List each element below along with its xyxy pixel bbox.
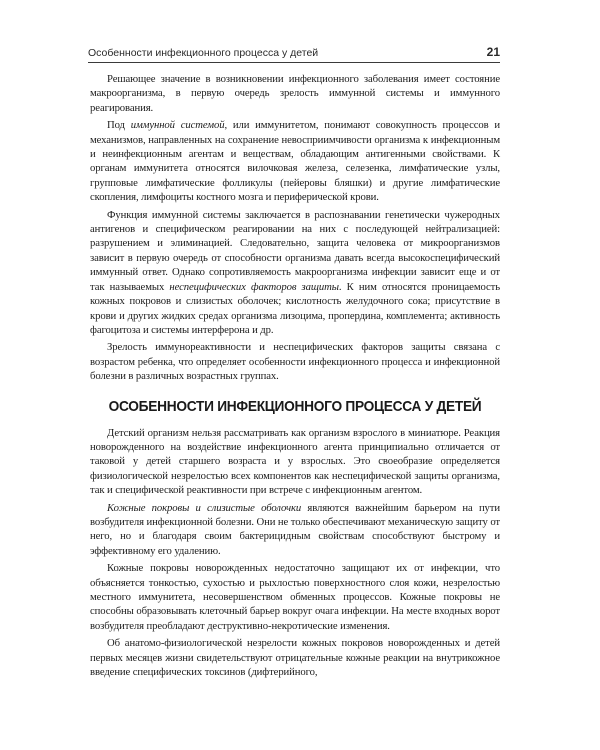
text-run: , или иммунитетом, понимают совокупность процессов и механизмов, направленных на сохранение невосприимчивости организма к инфекционным и неинфекционным агентам и веществам, обладающим антигенными свойствами. К органам иммунитета относятся вилочковая железа, селезенка, лимфатические узлы, групповые лимфатические фолликулы (пейеровы бляшки) и другие лимфатические скопления, лимфоциты костного мозга и периферической крови. (90, 119, 500, 204)
paragraph: Об анатомо-физиологической незрелости кожных покровов новорожденных и детей первых месяцев жизни свидетельствуют отрицательные кожные реакции на внутрикожное введение специфических токсинов (дифтерийного, (90, 637, 500, 679)
text-run: Под (107, 119, 131, 132)
running-header (88, 45, 500, 63)
paragraph: Решающее значение в возникновении инфекционного заболевания имеет состояние макроорганизма, в первую очередь зрелость иммунной системы и иммунного реагирования. (90, 73, 500, 114)
section-heading: ОСОБЕННОСТИ ИНФЕКЦИОННОГО ПРОЦЕССА У ДЕТЕЙ (108, 398, 482, 415)
emphasis-term: неспецифических факторов защиты (169, 280, 339, 293)
text-run: являются важнейшим барьером на пути возбудителя инфекционной болезни. Они не только обеспечивают механическую защиту от него, но и благодаря своим бактерицидным свойствам способствуют быстрому и эффективному его удалению. (90, 501, 500, 557)
paragraph: Зрелость иммунореактивности и неспецифических факторов защиты связана с возрастом ребенка, что определяет особенности инфекционного процесса и инфекционной болезни в различных возрастных группах. (90, 341, 500, 383)
page-number: 21 (486, 45, 500, 59)
text-run: . К ним относятся проницаемость кожных покровов и слизистых оболочек; кислотность желудочного сока; присутствие в крови и других жидких средах организма лизоцима, пропердина, комплемента; активность фагоцитоза и системы интерферона и др. (90, 280, 500, 336)
text-run: Функция иммунной системы заключается в распознавании генетически чужеродных антигенов и специфическом реагировании на них с последующей нейтрализацией: разрушением и элиминацией. Следовательно, защита человека от микроорганизмов зависит в первую очередь от способности организма давать всегда высокоспецифический иммунный ответ. Однако сопротивляемость макроорганизма инфекции зависит еще и от так называемых (90, 208, 500, 293)
emphasis-term: Кожные покровы и слизистые оболочки (107, 501, 302, 514)
running-title: Особенности инфекционного процесса у детей (88, 47, 319, 59)
paragraph (90, 118, 500, 204)
paragraph (90, 208, 500, 338)
paragraph (90, 501, 500, 559)
paragraph: Детский организм нельзя рассматривать как организм взрослого в миниатюре. Реакция новорожденного на воздействие инфекционного агента принципиально отличается от таковой у детей старшего возраста и у взрослых. Это своеобразие определяется физиологической незрелостью всех компонентов как неспецифической защиты организма, так и специфической реактивности при встрече с инфекционным агентом. (90, 426, 500, 497)
page-body (90, 72, 500, 682)
paragraph: Кожные покровы новорожденных недостаточно защищают их от инфекции, что объясняется тонкостью, сухостью и рыхлостью поверхностного слоя кожи, незрелостью местного иммунитета, несовершенством обменных процессов. Кожные покровы не способны образовывать клеточный барьер вокруг очага инфекции. На месте входных ворот возбудителя преобладают деструктивно-некротические изменения. (90, 562, 500, 632)
emphasis-term: иммунной системой (130, 119, 225, 132)
